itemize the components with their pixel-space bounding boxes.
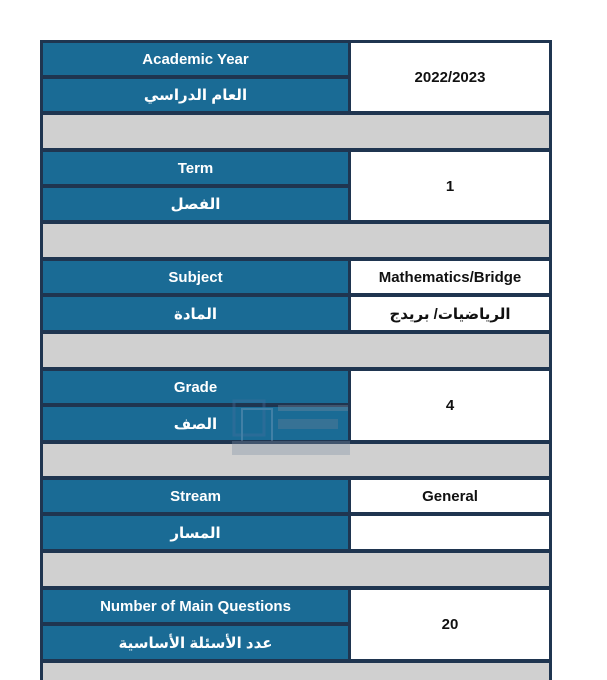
stream-label-ar: المسار <box>43 516 348 549</box>
subject-value-en: Mathematics/Bridge <box>351 261 549 293</box>
subject-label-en: Subject <box>43 261 348 293</box>
academic-year-value: 2022/2023 <box>351 43 549 111</box>
subject-label-ar: المادة <box>43 297 348 330</box>
row-separator <box>43 115 549 148</box>
subject-value-ar: الرياضيات/ بريدج <box>351 297 549 330</box>
grade-label-en: Grade <box>43 371 348 403</box>
term-label-en: Term <box>43 152 348 184</box>
row-separator <box>43 334 549 367</box>
questions-value: 20 <box>351 590 549 659</box>
academic-year-label-en: Academic Year <box>43 43 348 75</box>
questions-label-ar: عدد الأسئلة الأساسية <box>43 626 348 659</box>
academic-year-label-ar: العام الدراسي <box>43 79 348 111</box>
row-separator <box>43 224 549 257</box>
row-separator <box>43 663 549 680</box>
stream-value: General <box>351 480 549 512</box>
grade-value: 4 <box>351 371 549 440</box>
grade-label-ar: الصف <box>43 407 348 440</box>
stream-label-en: Stream <box>43 480 348 512</box>
row-separator <box>43 553 549 586</box>
questions-label-en: Number of Main Questions <box>43 590 348 622</box>
term-value: 1 <box>351 152 549 220</box>
stream-value-empty <box>351 516 549 549</box>
info-table <box>40 40 552 680</box>
term-label-ar: الفصل <box>43 188 348 220</box>
row-separator <box>43 444 549 476</box>
